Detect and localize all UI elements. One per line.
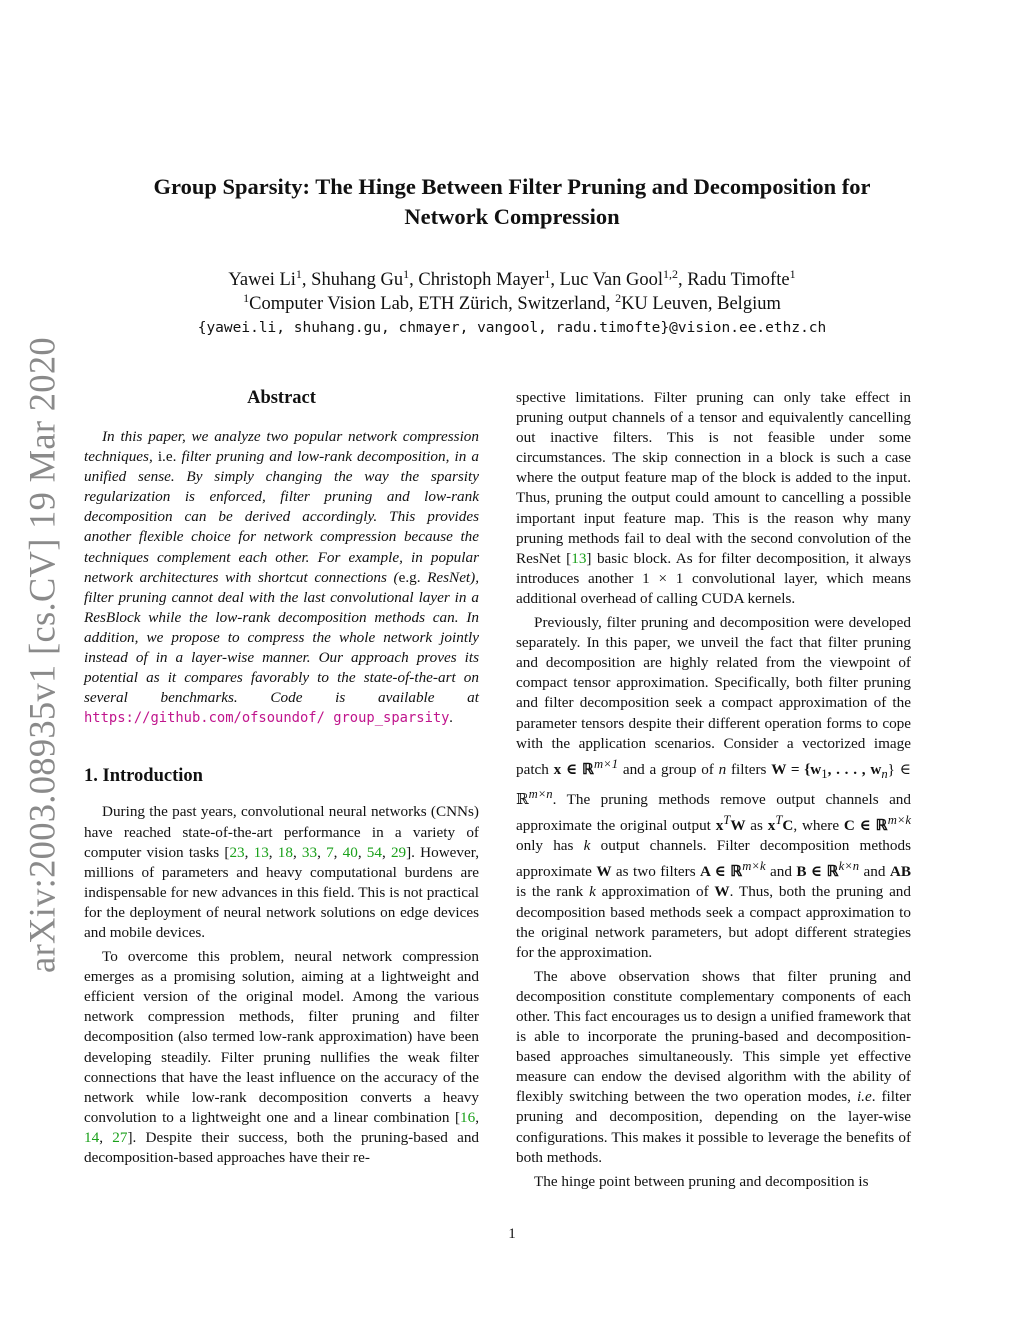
body-paragraph: The hinge point between pruning and decomposition is: [534, 1172, 869, 1190]
citation-link[interactable]: 29: [390, 843, 407, 861]
body-text: approximation of: [595, 883, 715, 901]
math: k×n: [838, 859, 860, 874]
affiliation-line: [100, 292, 924, 316]
intro-text: ]. Despite their success, both the pruning-based and decomposition-based approaches have their re-: [84, 1128, 480, 1166]
right-column: [516, 388, 911, 1192]
body-text: only has: [516, 837, 584, 855]
arxiv-stamp: arXiv:2003.08935v1 [cs.CV] 19 Mar 2020: [21, 337, 63, 973]
math: m×1: [594, 756, 619, 771]
math: k: [583, 837, 591, 855]
title-line-1: Group Sparsity: The Hinge Between Filter Pruning and Decomposition for: [153, 174, 871, 199]
citation-link[interactable]: 40: [342, 843, 358, 861]
author-name: Radu Timofte: [687, 270, 790, 290]
math: n: [881, 766, 888, 781]
abstract-heading: Abstract: [247, 388, 316, 408]
body-text: i.e: [856, 1088, 872, 1106]
author-block: [100, 268, 924, 316]
body-text: as two filters: [611, 863, 701, 881]
math: m×k: [742, 859, 766, 874]
math: 1: [821, 766, 828, 781]
math: k: [589, 883, 596, 901]
math: , . . . , w: [827, 760, 882, 778]
citation-link[interactable]: 13: [571, 549, 587, 567]
body-text: spective limitations. Filter pruning can only take effect in pruning output channels of a tensor and equivalently cancelling out inactive filters. This is not feasible under some circumstances. The skip connection in a block is such a case where the output feature map of the block is added to the input. Thus, pruning the output could amount to cancelling a possible important input feature map. This is the reason why many pruning methods fail to deal with the second convolution of the ResNet [: [516, 389, 911, 567]
body-text: and a group of: [618, 760, 719, 778]
author-separator: ,: [409, 270, 419, 290]
abstract-text: .: [449, 709, 454, 727]
math: T: [775, 813, 783, 828]
body-text: Previously, filter pruning and decomposition were developed separately. In this paper, we unveil the fact that filter pruning and decomposition are highly related from the viewpoint of compact tensor approximation. Specifically, both filter pruning and filter decomposition seek a compact approximation of the parameter tensors despite their different operation forms to cope with the application scenarios. Consider a vectorized image patch: [516, 614, 911, 778]
body-paragraph: [516, 613, 911, 963]
left-column: [84, 385, 479, 1168]
math: m×k: [887, 813, 911, 828]
author-name: Christoph Mayer: [418, 270, 545, 290]
math: x: [715, 817, 724, 835]
citation-link[interactable]: 54: [366, 843, 382, 861]
affiliation-mark: 1: [403, 266, 410, 281]
abstract-text: i.e.: [157, 448, 177, 466]
author-list: [100, 268, 924, 292]
affiliation-mark: 1: [243, 290, 250, 305]
body-paragraph: [516, 967, 911, 1168]
affiliation-text: Computer Vision Lab, ETH Zürich, Switzerland,: [249, 294, 616, 314]
code-link[interactable]: https://github.com/ofsoundof/ group_sparsity: [84, 710, 450, 727]
intro-paragraph: To overcome this problem, neural network compression emerges as a promising solution, aiming at a lightweight and efficient version of the original model. Among the various network compression methods, filter pruning and filter decomposition (also termed low-rank approximation) have been developing steadily. Filter pruning nullifies the weak filter connections that have the least influence on the accuracy of the network while low-rank decomposition converts a heavy convolution to a lightweight one and a linear combination [16, 14, 27]. Despite their success, both the pruning-based and decomposition-based approaches have their re-: [84, 948, 480, 1166]
citation-link[interactable]: 16: [460, 1108, 476, 1126]
citation-link[interactable]: 7: [326, 843, 334, 861]
body-text: The above observation shows that filter pruning and decomposition constitute complementary components of each other. This fact encourages us to design a unified framework that is able to incorporate the pruning-based and decomposition-based approaches simultaneously. This simple yet effective measure can endow the devised algorithm with the ability of flexibly switching between the two operation modes,: [516, 967, 911, 1106]
author-separator: ,: [550, 270, 560, 290]
body-text: ] basic block. As for filter decomposition, it always introduces another 1 × 1 convolutional layer, which means additional overhead of calling CUDA kernels.: [516, 549, 911, 607]
author-name: Yawei Li: [228, 270, 296, 290]
math: A ∈ ℝ: [700, 863, 743, 881]
math: n: [718, 760, 727, 778]
author-emails: {yawei.li, shuhang.gu, chmayer, vangool, radu.timofte}@vision.ee.ethz.ch: [197, 320, 827, 336]
body-text: . The pruning methods remove output channels and approximate the original output: [516, 790, 911, 835]
body-paragraph: [516, 388, 911, 609]
page-number: 1: [508, 1226, 516, 1242]
abstract-paragraph: [84, 427, 479, 728]
math: C: [782, 817, 794, 835]
abstract-text: In this paper, we analyze two popular network compression techniques,: [84, 428, 479, 466]
body-text: filters: [726, 760, 772, 778]
citation-link[interactable]: 33: [301, 843, 318, 861]
intro-text: ]. However, millions of parameters and heavy computational burdens are indispensable for new advances in this field. This is not practical for the deployment of neural network solutions on edge devices and mobile devices.: [84, 843, 480, 941]
author-name: Shuhang Gu: [311, 270, 404, 290]
citation-link[interactable]: 13: [253, 843, 269, 861]
math: x ∈ ℝ: [553, 760, 595, 778]
math: W = {w: [771, 760, 822, 778]
math: C ∈ ℝ: [843, 817, 888, 835]
author-name: Luc Van Gool: [559, 270, 664, 290]
math: T: [723, 813, 731, 828]
author-separator: ,: [301, 270, 312, 290]
abstract-text: ResNet), filter pruning cannot deal with the last convolutional layer in a ResBlock while the low-rank decomposition methods can. In addition, we propose to compress the whole network jointly instead of in a layer-wise manner. Our approach proves its potential as it compares favorably to the state-of-the-art on several benchmarks. Code is available at: [84, 568, 480, 707]
body-text: and: [765, 863, 797, 881]
affiliation-mark: 1: [295, 266, 302, 281]
body-text: output channels. Filter decomposition methods approximate: [516, 837, 912, 881]
paper-title: [100, 172, 924, 232]
math: m×n: [528, 786, 553, 801]
body-text: is the rank: [516, 883, 590, 901]
affiliation-mark: 1,2: [663, 266, 679, 281]
affiliation-mark: 1: [789, 266, 796, 281]
body-text: . Thus, both the pruning and decomposition based methods seek a compact approximation to the original network parameters, but adopt different strategies for the approximation.: [516, 883, 911, 961]
intro-text: To overcome this problem, neural network compression emerges as a promising solution, aiming at a lightweight and efficient version of the original model. Among the various network compression methods, filter pruning and filter decomposition (also termed low-rank approximation) have been developing steadily. Filter pruning nullifies the weak filter connections that have the least influence on the accuracy of the network while low-rank decomposition converts a heavy convolution to a lightweight one and a linear combination [: [84, 948, 479, 1126]
intro-text: During the past years, convolutional neural networks (CNNs) have reached state-of-the-art performance in a variety of computer vision tasks [: [84, 803, 479, 861]
body-text: , where: [793, 817, 844, 835]
author-separator: ,: [678, 270, 688, 290]
affiliation-mark: 2: [615, 290, 622, 305]
math: W: [730, 817, 746, 835]
math: W: [596, 863, 612, 881]
section-heading-introduction: 1. Introduction: [84, 766, 203, 787]
citation-link[interactable]: 14: [84, 1128, 100, 1146]
abstract-text: filter pruning and low-rank decomposition, in a unified sense. By simply changing the way the sparsity regularization is enforced, filter pruning and low-rank decomposition can be derived accordingly. This provides another flexible choice for network compression because the techniques complement each other. For example, in popular network architectures with shortcut connections (: [84, 448, 479, 586]
abstract-text: e.g.: [398, 568, 421, 586]
citation-link[interactable]: 18: [277, 843, 293, 861]
math: } ∈ ℝ: [516, 760, 911, 808]
math: x: [767, 817, 776, 835]
body-text: and: [859, 863, 890, 881]
math: W: [714, 883, 730, 901]
title-line-2: Network Compression: [404, 204, 620, 229]
abstract-body: [84, 427, 479, 728]
affiliation-mark: 1: [544, 266, 551, 281]
affiliation-text: KU Leuven, Belgium: [621, 294, 781, 314]
intro-paragraph: During the past years, convolutional neural networks (CNNs) have reached state-of-the-art performance in a variety of computer vision tasks [23, 13, 18, 33, 7, 40, 54, 29]. However, millions of parameters and heavy computational burdens are indispensable for new advances in this field. This is not practical for the deployment of neural network solutions on edge devices and mobile devices.: [84, 803, 480, 941]
math: AB: [889, 863, 911, 881]
body-text: as: [745, 817, 768, 835]
math: B ∈ ℝ: [796, 863, 839, 881]
body-text: . filter pruning and decomposition, depending on the layer-wise configurations. This makes it possible to leverage the benefits of both methods.: [516, 1088, 911, 1166]
citation-link[interactable]: 27: [112, 1128, 128, 1146]
citation-link[interactable]: 23: [229, 843, 245, 861]
